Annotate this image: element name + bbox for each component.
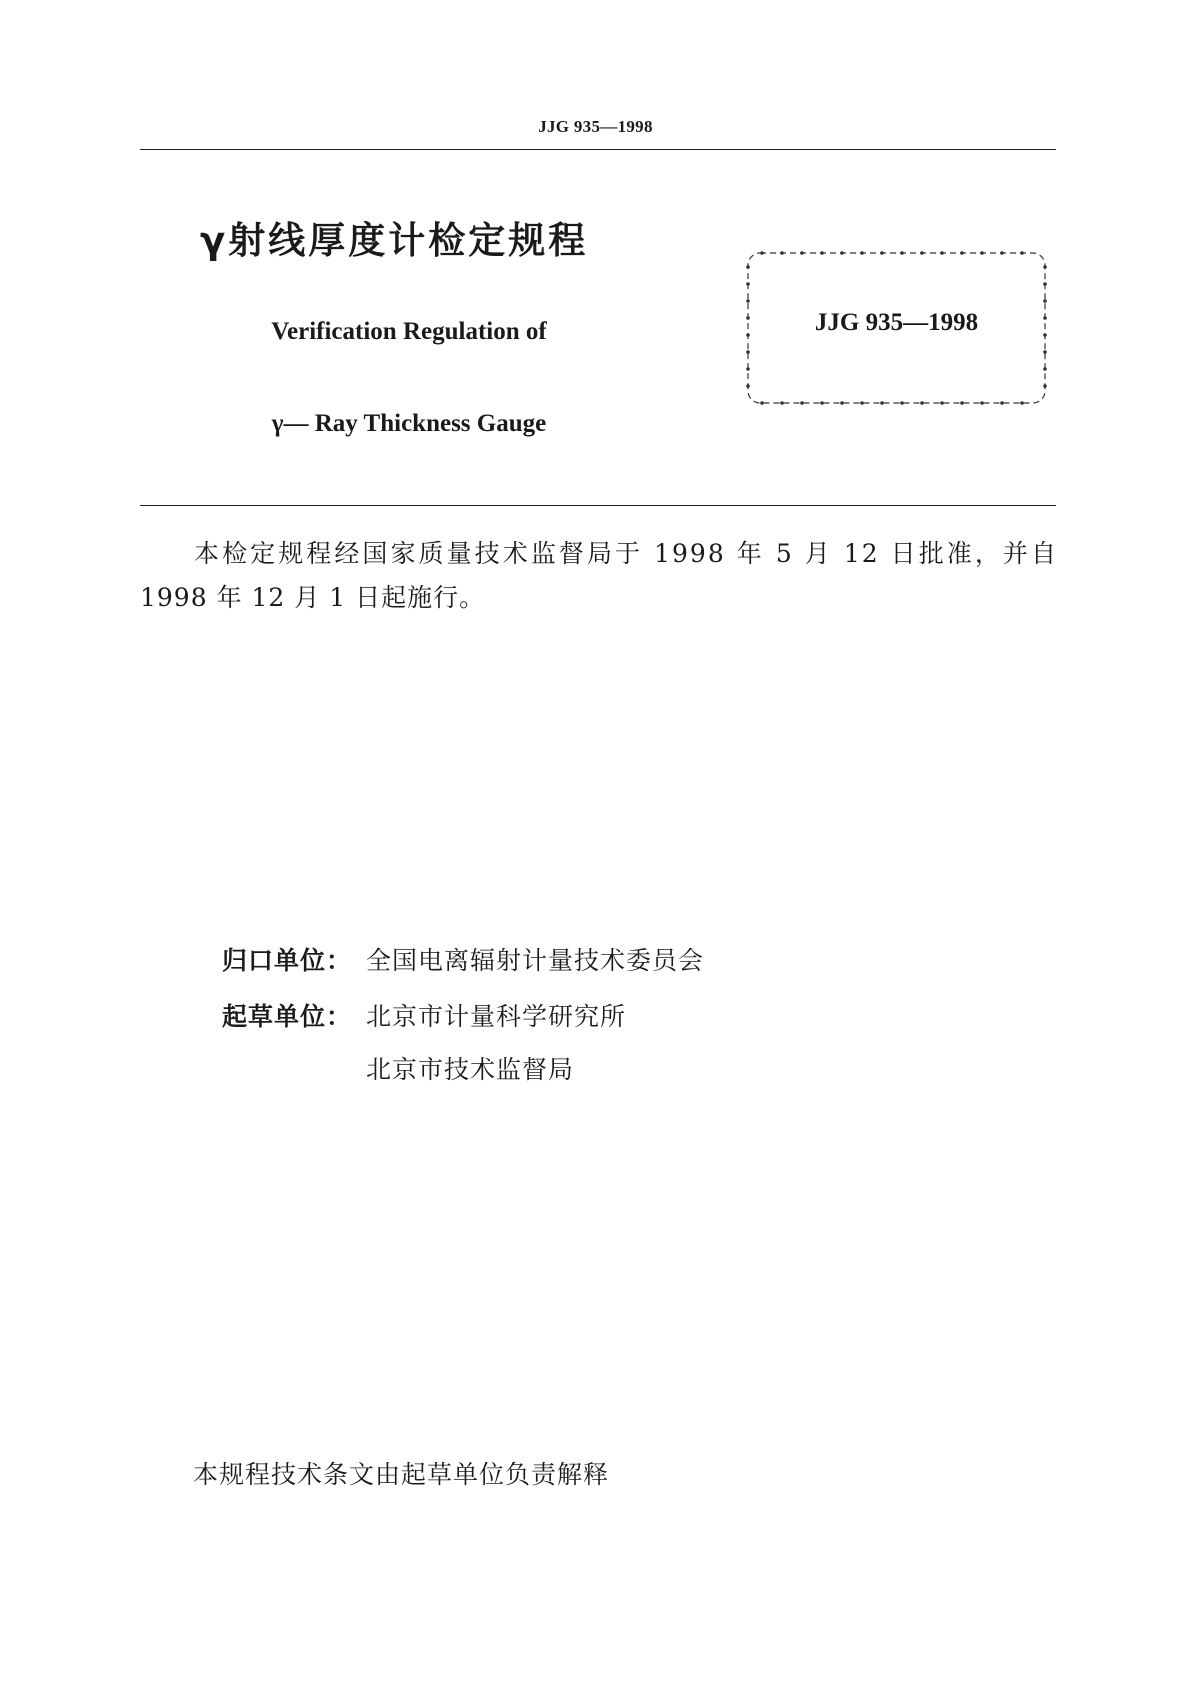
- border-ornament-dot: [746, 384, 750, 388]
- border-ornament-dot: [780, 251, 784, 255]
- approval-statement: [140, 532, 1058, 620]
- border-ornament-dot: [800, 251, 804, 255]
- regulation-code: JJG 935—1998: [814, 309, 979, 336]
- border-ornament-dot: [920, 251, 924, 255]
- title-english-line1: Verification Regulation of: [271, 318, 547, 345]
- border-ornament-dot: [820, 251, 824, 255]
- border-ornament-dot: [1043, 384, 1047, 388]
- border-ornament-dot: [900, 251, 904, 255]
- border-ornament-dot: [1000, 401, 1004, 405]
- approval-line-1: 本检定规程经国家质量技术监督局于 1998 年 5 月 12 日批准，并自: [194, 539, 1058, 568]
- border-ornament-dot: [760, 401, 764, 405]
- drafting-unit-row: [222, 1000, 626, 1034]
- border-ornament-dot: [746, 282, 750, 286]
- running-header: JJG 935—1998: [538, 117, 653, 136]
- border-ornament-dot: [1043, 299, 1047, 303]
- border-ornament-dot: [960, 401, 964, 405]
- border-ornament-dot: [1043, 350, 1047, 354]
- border-ornament-dot: [1000, 251, 1004, 255]
- border-ornament-dot: [920, 401, 924, 405]
- border-ornament-dot: [980, 251, 984, 255]
- border-ornament-dot: [746, 265, 750, 269]
- border-ornament-dot: [800, 401, 804, 405]
- title-section-rule: [140, 505, 1056, 506]
- border-ornament-dot: [746, 367, 750, 371]
- border-ornament-dot: [860, 251, 864, 255]
- responsible-unit-label: 归口单位：: [222, 946, 353, 975]
- border-ornament-dot: [980, 401, 984, 405]
- title-english-line2: γ— Ray Thickness Gauge: [271, 410, 547, 437]
- border-ornament-dot: [780, 401, 784, 405]
- border-ornament-dot: [900, 401, 904, 405]
- border-ornament-dot: [820, 401, 824, 405]
- border-ornament-dot: [880, 251, 884, 255]
- drafting-unit-row-2: [222, 1053, 574, 1087]
- border-ornament-dot: [746, 299, 750, 303]
- drafting-unit-label: 起草单位：: [222, 1002, 353, 1031]
- border-ornament-dot: [1043, 282, 1047, 286]
- border-ornament-dot: [1020, 251, 1024, 255]
- regulation-code-box: [744, 249, 1049, 407]
- border-ornament-dot: [760, 251, 764, 255]
- border-ornament-dot: [840, 251, 844, 255]
- border-ornament-dot: [960, 251, 964, 255]
- border-ornament-dot: [940, 401, 944, 405]
- approval-line-2: 1998 年 12 月 1 日起施行。: [140, 583, 486, 612]
- responsible-unit-row: [222, 944, 704, 978]
- header-rule: [140, 149, 1056, 150]
- border-ornament-dot: [746, 350, 750, 354]
- interpretation-note: 本规程技术条文由起草单位负责解释: [193, 1460, 610, 1489]
- border-ornament-dot: [840, 401, 844, 405]
- responsible-unit-value: 全国电离辐射计量技术委员会: [366, 946, 705, 975]
- border-ornament-dot: [1020, 401, 1024, 405]
- drafting-unit-value-1: 北京市计量科学研究所: [366, 1002, 627, 1031]
- border-ornament-dot: [860, 401, 864, 405]
- border-ornament-dot: [1043, 367, 1047, 371]
- title-chinese: γ射线厚度计检定规程: [200, 219, 589, 262]
- border-ornament-dot: [880, 401, 884, 405]
- border-ornament-dot: [1043, 265, 1047, 269]
- drafting-unit-value-2: 北京市技术监督局: [366, 1055, 575, 1084]
- border-ornament-dot: [940, 251, 944, 255]
